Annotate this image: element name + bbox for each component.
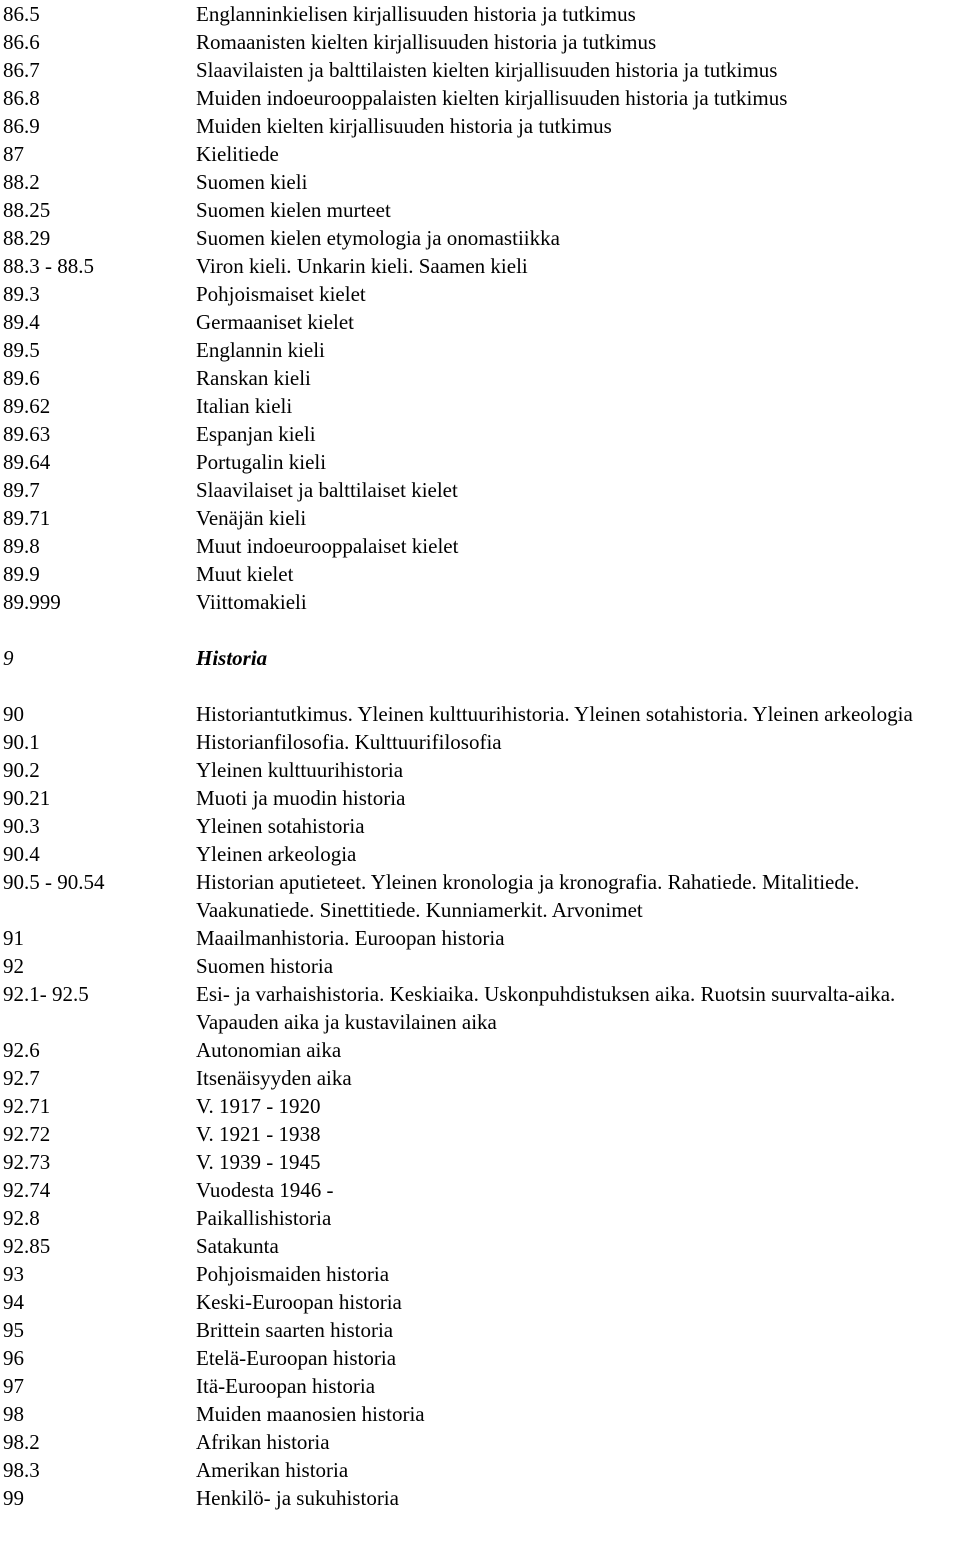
class-label: Yleinen kulttuurihistoria: [196, 758, 404, 782]
class-code: 89.5: [3, 338, 40, 362]
class-label: Suomen historia: [196, 954, 334, 978]
class-code: 89.6: [3, 366, 40, 390]
class-code: 99: [3, 1486, 24, 1510]
class-code: 86.9: [3, 114, 40, 138]
list-item: [3, 868, 960, 924]
class-label: Viittomakieli: [196, 590, 307, 614]
class-code: 98.2: [3, 1430, 40, 1454]
class-label: Muut kielet: [196, 562, 294, 586]
class-label: Espanjan kieli: [196, 422, 316, 446]
list-item: [3, 476, 960, 504]
class-code: 89.63: [3, 422, 51, 446]
class-label: Italian kieli: [196, 394, 293, 418]
class-code: 89.9: [3, 562, 40, 586]
class-code: 96: [3, 1346, 24, 1370]
list-item: [3, 560, 960, 588]
class-label: Venäjän kieli: [196, 506, 307, 530]
class-code: 90.5 - 90.54: [3, 870, 105, 894]
class-label: Etelä-Euroopan historia: [196, 1346, 397, 1370]
class-label: Slaavilaiset ja balttilaiset kielet: [196, 478, 458, 502]
list-item: [3, 700, 960, 728]
class-label: Suomen kielen etymologia ja onomastiikka: [196, 226, 560, 250]
class-label: Paikallishistoria: [196, 1206, 332, 1230]
list-item: [3, 308, 960, 336]
list-item: [3, 420, 960, 448]
list-item: [3, 168, 960, 196]
class-label: Historianfilosofia. Kulttuurifilosofia: [196, 730, 502, 754]
list-item: [3, 196, 960, 224]
list-item: [3, 784, 960, 812]
list-item: [3, 1428, 960, 1456]
list-item: [3, 140, 960, 168]
list-item: [3, 1316, 960, 1344]
class-code: 92.6: [3, 1038, 40, 1062]
section-title: Historia: [196, 646, 268, 670]
class-label: Muiden kielten kirjallisuuden historia ja tutkimus: [196, 114, 612, 138]
list-item: [3, 1372, 960, 1400]
list-item: [3, 1484, 960, 1512]
list-item: [3, 1456, 960, 1484]
list-item: [3, 1260, 960, 1288]
class-label: Muoti ja muodin historia: [196, 786, 406, 810]
section-heading: [3, 644, 960, 672]
list-item: [3, 1288, 960, 1316]
class-code: 89.62: [3, 394, 51, 418]
class-code: 88.3 - 88.5: [3, 254, 94, 278]
class-code: 89.4: [3, 310, 40, 334]
list-item: [3, 1092, 960, 1120]
class-label: Vuodesta 1946 -: [196, 1178, 334, 1202]
class-code: 90.4: [3, 842, 40, 866]
class-code: 90: [3, 702, 24, 726]
list-item: [3, 0, 960, 28]
class-code: 92.73: [3, 1150, 51, 1174]
class-code: 92.71: [3, 1094, 51, 1118]
list-item: [3, 952, 960, 980]
class-label: V. 1939 - 1945: [196, 1150, 321, 1174]
class-label: Muut indoeurooppalaiset kielet: [196, 534, 459, 558]
class-label: Ranskan kieli: [196, 366, 311, 390]
class-label: Keski-Euroopan historia: [196, 1290, 402, 1314]
class-code: 88.2: [3, 170, 40, 194]
list-item: [3, 252, 960, 280]
list-item: [3, 392, 960, 420]
class-code: 89.8: [3, 534, 40, 558]
list-item: [3, 812, 960, 840]
list-item: [3, 364, 960, 392]
class-label: Historiantutkimus. Yleinen kulttuurihistoria. Yleinen sotahistoria. Yleinen arkeologia: [196, 702, 913, 726]
class-code: 91: [3, 926, 24, 950]
class-label: V. 1921 - 1938: [196, 1122, 321, 1146]
class-code: 92: [3, 954, 24, 978]
class-label: Satakunta: [196, 1234, 279, 1258]
class-label: Historian aputieteet. Yleinen kronologia ja kronografia. Rahatiede. Mitalitiede. Vaakunatiede. Sinettitiede. Kunniamerkit. Arvonimet: [196, 870, 860, 922]
list-item: [3, 28, 960, 56]
class-label: Itä-Euroopan historia: [196, 1374, 376, 1398]
class-label: Germaaniset kielet: [196, 310, 355, 334]
list-item: [3, 924, 960, 952]
class-code: 90.2: [3, 758, 40, 782]
list-item: [3, 756, 960, 784]
class-code: 89.999: [3, 590, 61, 614]
list-item: [3, 840, 960, 868]
class-code: 90.21: [3, 786, 51, 810]
class-code: 86.5: [3, 2, 40, 26]
class-label: Yleinen arkeologia: [196, 842, 357, 866]
class-code: 87: [3, 142, 24, 166]
class-code: 86.8: [3, 86, 40, 110]
section-code: 9: [3, 646, 14, 670]
class-label: Muiden indoeurooppalaisten kielten kirjallisuuden historia ja tutkimus: [196, 86, 788, 110]
class-label: Afrikan historia: [196, 1430, 330, 1454]
class-label: Suomen kieli: [196, 170, 308, 194]
list-item: [3, 448, 960, 476]
list-item: [3, 336, 960, 364]
list-item: [3, 1400, 960, 1428]
list-item: [3, 84, 960, 112]
class-label: Pohjoismaiset kielet: [196, 282, 366, 306]
class-label: Kielitiede: [196, 142, 279, 166]
class-code: 92.1- 92.5: [3, 982, 89, 1006]
entries-before-section: [3, 0, 960, 616]
class-label: Yleinen sotahistoria: [196, 814, 365, 838]
class-code: 98: [3, 1402, 24, 1426]
list-item: [3, 504, 960, 532]
list-item: [3, 1344, 960, 1372]
class-label: Pohjoismaiden historia: [196, 1262, 390, 1286]
class-code: 90.3: [3, 814, 40, 838]
class-label: Englannin kieli: [196, 338, 325, 362]
list-item: [3, 980, 960, 1036]
class-code: 90.1: [3, 730, 40, 754]
classification-list: [3, 0, 960, 1512]
class-label: Itsenäisyyden aika: [196, 1066, 352, 1090]
class-code: 93: [3, 1262, 24, 1286]
class-code: 98.3: [3, 1458, 40, 1482]
class-code: 92.7: [3, 1066, 40, 1090]
list-item: [3, 56, 960, 84]
class-label: Slaavilaisten ja balttilaisten kielten kirjallisuuden historia ja tutkimus: [196, 58, 778, 82]
class-code: 89.71: [3, 506, 51, 530]
class-code: 92.72: [3, 1122, 51, 1146]
class-code: 94: [3, 1290, 24, 1314]
class-code: 95: [3, 1318, 24, 1342]
list-item: [3, 1148, 960, 1176]
class-label: Muiden maanosien historia: [196, 1402, 425, 1426]
class-label: Romaanisten kielten kirjallisuuden historia ja tutkimus: [196, 30, 657, 54]
class-label: Englanninkielisen kirjallisuuden historia ja tutkimus: [196, 2, 636, 26]
class-code: 97: [3, 1374, 24, 1398]
list-item: [3, 112, 960, 140]
class-code: 88.25: [3, 198, 51, 222]
list-item: [3, 1176, 960, 1204]
class-code: 89.7: [3, 478, 40, 502]
class-label: Suomen kielen murteet: [196, 198, 391, 222]
list-item: [3, 280, 960, 308]
list-item: [3, 1120, 960, 1148]
class-label: Viron kieli. Unkarin kieli. Saamen kieli: [196, 254, 528, 278]
list-item: [3, 224, 960, 252]
class-label: Henkilö- ja sukuhistoria: [196, 1486, 399, 1510]
class-label: Autonomian aika: [196, 1038, 342, 1062]
class-label: Esi- ja varhaishistoria. Keskiaika. Uskonpuhdistuksen aika. Ruotsin suurvalta-aika. Vapauden aika ja kustavilainen aika: [196, 982, 896, 1034]
class-code: 89.3: [3, 282, 40, 306]
class-code: 89.64: [3, 450, 51, 474]
class-label: Maailmanhistoria. Euroopan historia: [196, 926, 505, 950]
list-item: [3, 588, 960, 616]
class-label: Portugalin kieli: [196, 450, 327, 474]
list-item: [3, 1204, 960, 1232]
list-item: [3, 1064, 960, 1092]
class-code: 88.29: [3, 226, 51, 250]
class-code: 86.6: [3, 30, 40, 54]
class-code: 92.74: [3, 1178, 51, 1202]
class-code: 92.8: [3, 1206, 40, 1230]
class-label: Amerikan historia: [196, 1458, 349, 1482]
list-item: [3, 1036, 960, 1064]
list-item: [3, 532, 960, 560]
class-code: 86.7: [3, 58, 40, 82]
list-item: [3, 1232, 960, 1260]
list-item: [3, 728, 960, 756]
class-code: 92.85: [3, 1234, 51, 1258]
class-label: Brittein saarten historia: [196, 1318, 394, 1342]
entries-after-section: [3, 700, 960, 1512]
class-label: V. 1917 - 1920: [196, 1094, 321, 1118]
